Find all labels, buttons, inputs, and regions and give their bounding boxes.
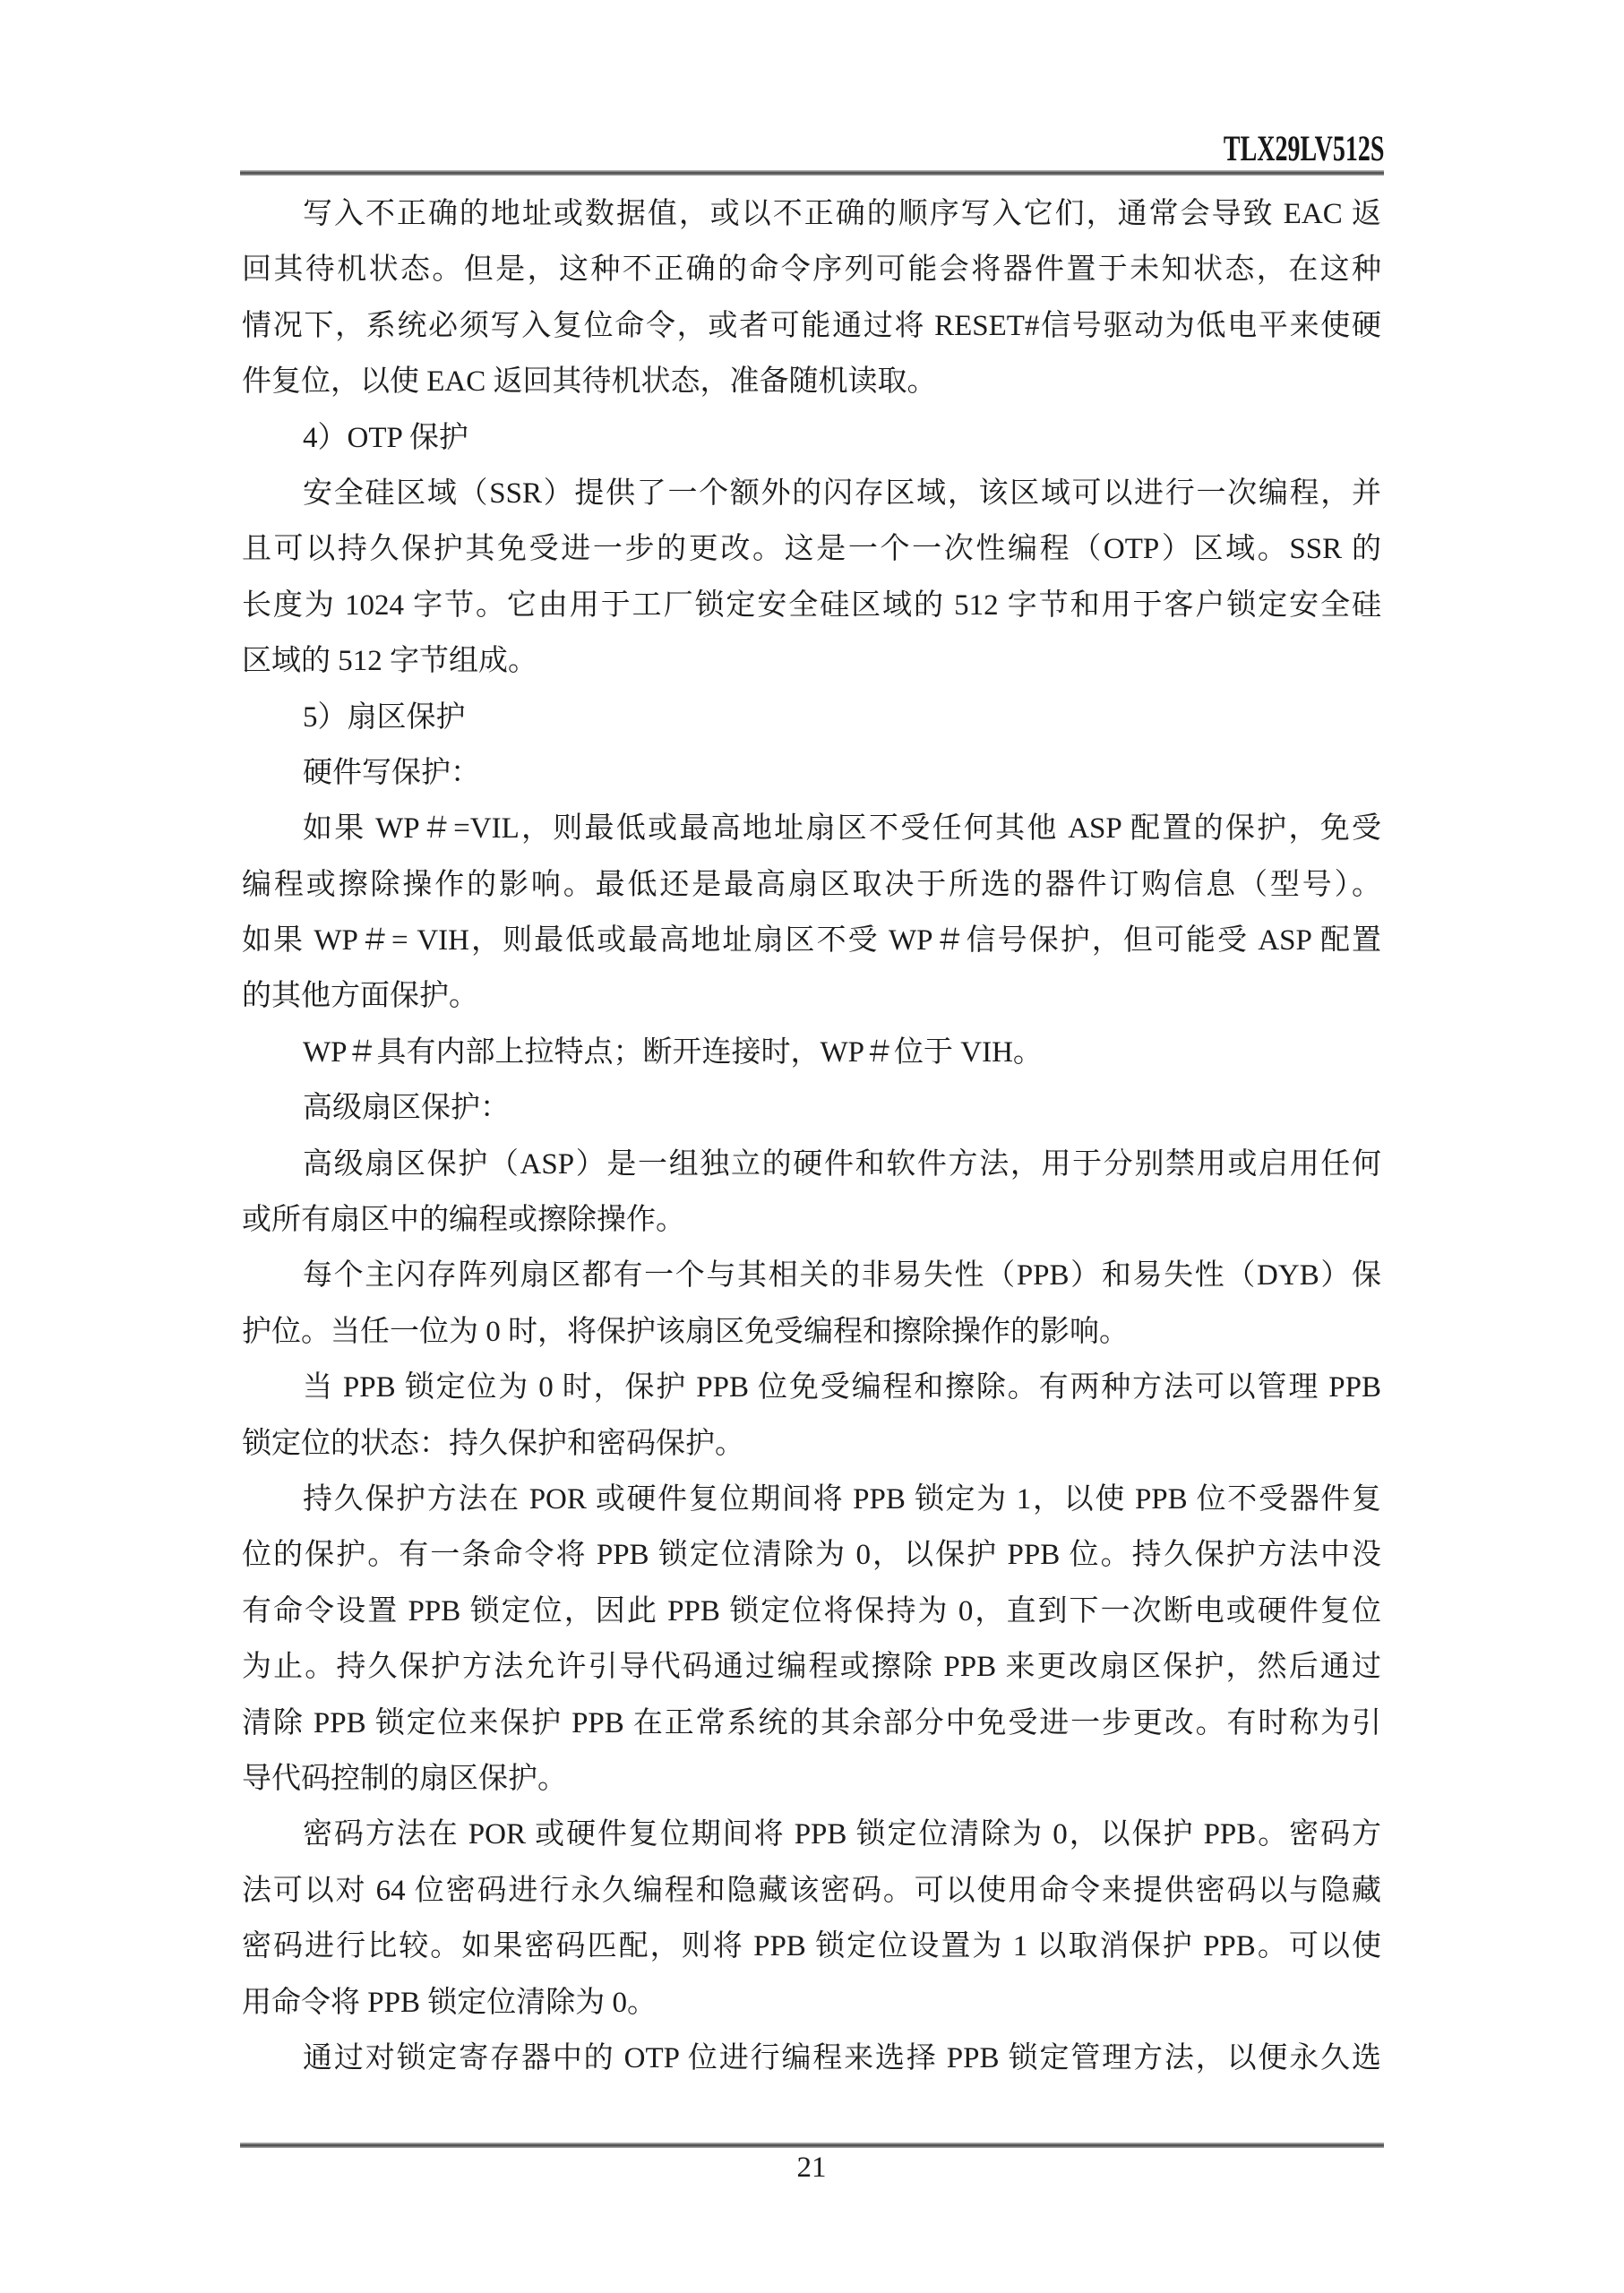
text-line: 长度为 1024 字节。它由用于工厂锁定安全硅区域的 512 字节和用于客户锁定安全硅 xyxy=(242,588,1381,622)
text-line: 锁定位的状态：持久保护和密码保护。 xyxy=(242,1427,744,1460)
text-line: 且可以持久保护其免受进一步的更改。这是一个一次性编程（OTP）区域。SSR 的 xyxy=(242,533,1381,566)
text-line: 如果 WP＃= VIH，则最低或最高地址扇区不受 WP＃信号保护，但可能受 ASP 配置 xyxy=(242,924,1381,958)
text-line: 为止。持久保护方法允许引导代码通过编程或擦除 PPB 来更改扇区保护，然后通过 xyxy=(242,1651,1381,1684)
text-line: 情况下，系统必须写入复位命令，或者可能通过将 RESET#信号驱动为低电平来使硬 xyxy=(242,309,1381,342)
text-line: WP＃具有内部上拉特点；断开连接时，WP＃位于 VIH。 xyxy=(303,1035,1043,1069)
text-line: 写入不正确的地址或数据值，或以不正确的顺序写入它们，通常会导致 EAC 返 xyxy=(303,198,1381,230)
text-line: 或所有扇区中的编程或擦除操作。 xyxy=(242,1204,685,1237)
subheading-hardware-write-protect: 硬件写保护： xyxy=(303,756,480,789)
text-line: 安全硅区域（SSR）提供了一个额外的闪存区域，该区域可以进行一次编程，并 xyxy=(303,477,1381,510)
text-line: 如果 WP＃=VIL，则最低或最高地址扇区不受任何其他 ASP 配置的保护，免受 xyxy=(303,812,1381,846)
text-line: 密码方法在 POR 或硬件复位期间将 PPB 锁定位清除为 0，以保护 PPB。密码方 xyxy=(303,1818,1381,1851)
text-line: 位的保护。有一条命令将 PPB 锁定位清除为 0，以保护 PPB 位。持久保护方法中没 xyxy=(242,1539,1381,1572)
text-line: 用命令将 PPB 锁定位清除为 0。 xyxy=(242,1986,657,2019)
text-line: 导代码控制的扇区保护。 xyxy=(242,1762,567,1795)
subheading-advanced-sector-protect: 高级扇区保护： xyxy=(303,1092,510,1125)
doc-code: TLX29LV512S xyxy=(1223,128,1384,168)
text-line: 密码进行比较。如果密码匹配，则将 PPB 锁定位设置为 1 以取消保护 PPB。可以使 xyxy=(242,1930,1381,1963)
text-line: 护位。当任一位为 0 时，将保护该扇区免受编程和擦除操作的影响。 xyxy=(242,1315,1129,1348)
text-line: 通过对锁定寄存器中的 OTP 位进行编程来选择 PPB 锁定管理方法，以便永久选 xyxy=(303,2041,1381,2074)
text-line: 回其待机状态。但是，这种不正确的命令序列可能会将器件置于未知状态，在这种 xyxy=(242,253,1381,287)
text-line: 清除 PPB 锁定位来保护 PPB 在正常系统的其余部分中免受进一步更改。有时称为引 xyxy=(242,1706,1381,1739)
text-line: 法可以对 64 位密码进行永久编程和隐藏该密码。可以使用命令来提供密码以与隐藏 xyxy=(242,1874,1381,1907)
page-number: 21 xyxy=(796,2151,827,2184)
text-line: 的其他方面保护。 xyxy=(242,980,478,1013)
text-line: 当 PPB 锁定位为 0 时，保护 PPB 位免受编程和擦除。有两种方法可以管理 PPB xyxy=(303,1371,1381,1404)
text-line: 持久保护方法在 POR 或硬件复位期间将 PPB 锁定为 1，以使 PPB 位不受器件复 xyxy=(303,1482,1381,1516)
text-line: 编程或擦除操作的影响。最低还是最高扇区取决于所选的器件订购信息（型号）。 xyxy=(242,868,1381,901)
section-heading-otp: 4）OTP 保护 xyxy=(303,421,468,454)
text-line: 区域的 512 字节组成。 xyxy=(242,645,537,678)
header-rule xyxy=(240,170,1384,176)
text-line: 件复位，以使 EAC 返回其待机状态，准备随机读取。 xyxy=(242,365,937,399)
text-line: 高级扇区保护（ASP）是一组独立的硬件和软件方法，用于分别禁用或启用任何 xyxy=(303,1147,1381,1181)
text-line: 有命令设置 PPB 锁定位，因此 PPB 锁定位将保持为 0，直到下一次断电或硬件复位 xyxy=(242,1594,1381,1627)
section-heading-sector: 5）扇区保护 xyxy=(303,700,466,734)
text-line: 每个主闪存阵列扇区都有一个与其相关的非易失性（PPB）和易失性（DYB）保 xyxy=(303,1259,1381,1292)
document-body xyxy=(242,186,1381,2086)
